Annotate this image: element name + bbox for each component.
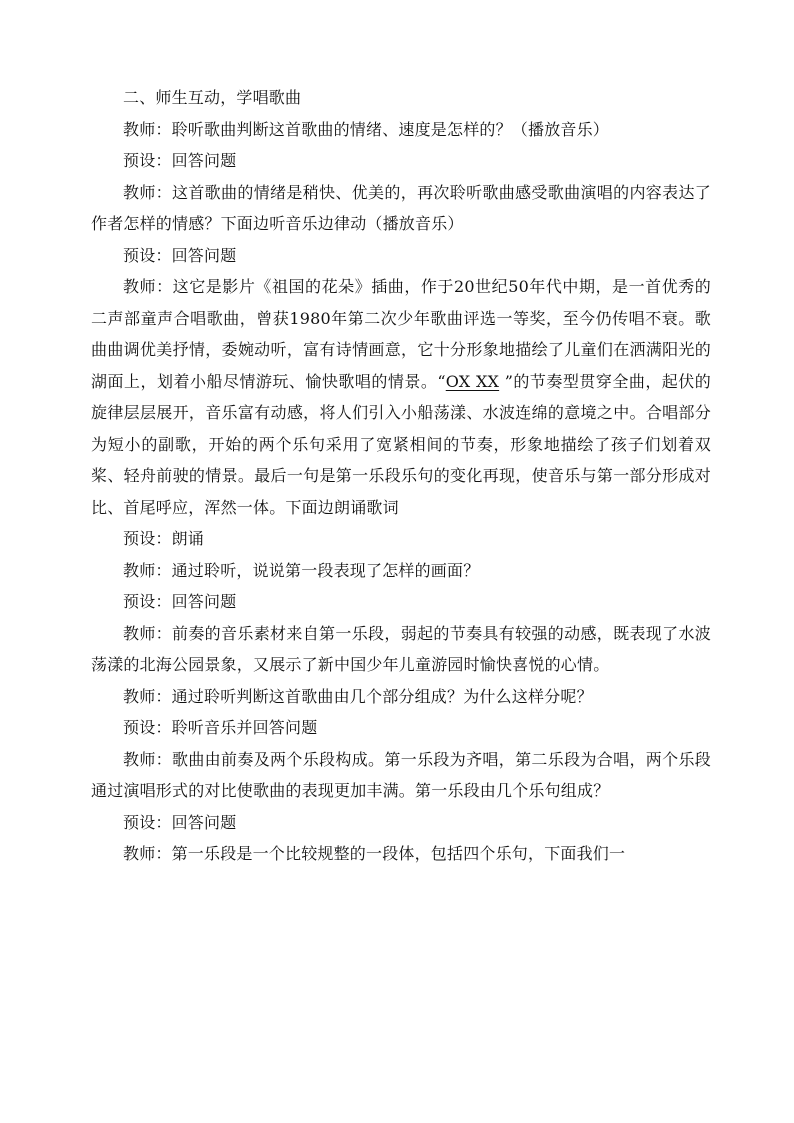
intro-text-part-2: ”的节奏型贯穿全曲，起伏的旋律层层展开，音乐富有动感，将人们引入小船荡漾、水波连绵的意境之中。合唱部分为短小的副歌，开始的两个乐句采用了宽紧相间的节奏，形象地描绘了孩子们划着双桨、轻舟前驶的情景。最后一句是第一乐段乐句的变化再现，使音乐与第一部分形成对比、首尾呼应，浑然一体。下面边朗诵歌词 xyxy=(91,371,711,517)
paragraph-teacher-intro-song xyxy=(91,271,711,523)
paragraph-teacher-question-1: 教师：聆听歌曲判断这首歌曲的情绪、速度是怎样的？（播放音乐） xyxy=(123,119,610,139)
intro-text-part-1: 教师：这它是影片《祖国的花朵》插曲，作于20世纪50年代中期，是一首优秀的二声部童声合唱歌曲，曾获1980年第二次少年歌曲评选一等奖，至今仍传唱不衰。歌曲曲调优美抒情，委婉动听，富有诗情画意，它十分形象地描绘了儿童们在洒满阳光的湖面上，划着小船尽情游玩、愉快歌唱的情景。“ xyxy=(91,277,711,391)
paragraph-teacher-question-2: 教师：这首歌曲的情绪是稍快、优美的，再次聆听歌曲感受歌曲演唱的内容表达了作者怎样的情感？下面边听音乐边律动（播放音乐） xyxy=(91,182,711,233)
paragraph-preset-listen: 预设：聆听音乐并回答问题 xyxy=(123,718,318,737)
paragraph-teacher-question-4: 教师：通过聆听判断这首歌曲由几个部分组成？为什么这样分呢？ xyxy=(123,686,593,706)
paragraph-preset-recite: 预设：朗诵 xyxy=(123,529,205,548)
paragraph-teacher-prelude: 教师：前奏的音乐素材来自第一乐段，弱起的节奏具有较强的动感，既表现了水波荡漾的北海公园景象，又展示了新中国少年儿童游园时愉快喜悦的心情。 xyxy=(91,623,711,674)
paragraph-teacher-first-section: 教师：第一乐段是一个比较规整的一段体，包括四个乐句，下面我们一 xyxy=(123,844,626,863)
section-heading: 二、师生互动，学唱歌曲 xyxy=(123,88,302,107)
paragraph-teacher-structure: 教师：歌曲由前奏及两个乐段构成。第一乐段为齐唱，第二乐段为合唱，两个乐段通过演唱形式的对比使歌曲的表现更加丰满。第一乐段由几个乐句组成？ xyxy=(91,749,711,800)
paragraph-preset-answer-4: 预设：回答问题 xyxy=(123,812,237,832)
rhythm-pattern: OX XX xyxy=(445,371,500,391)
paragraph-preset-answer-2: 预设：回答问题 xyxy=(123,245,237,265)
paragraph-preset-answer-1: 预设：回答问题 xyxy=(123,151,237,170)
paragraph-teacher-question-3: 教师：通过聆听，说说第一段表现了怎样的画面？ xyxy=(123,560,480,580)
document-body xyxy=(91,82,711,870)
paragraph-preset-answer-3: 预设：回答问题 xyxy=(123,592,237,611)
